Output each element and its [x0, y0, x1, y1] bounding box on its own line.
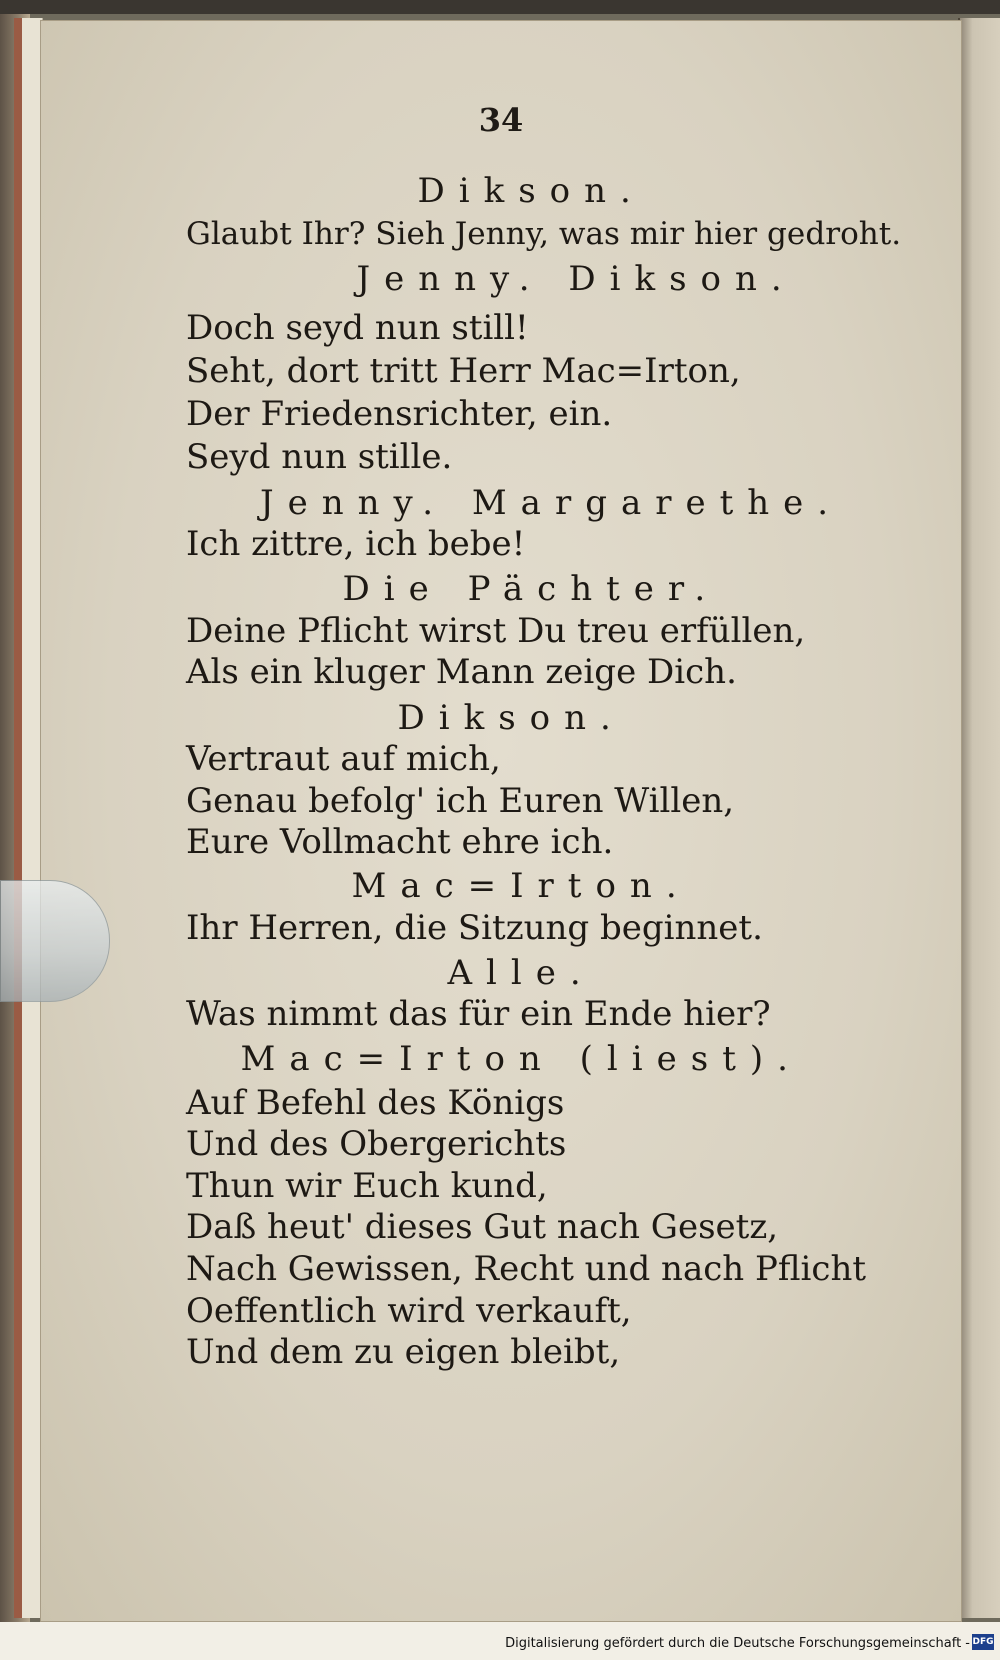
speaker-heading: Dikson.	[397, 698, 625, 738]
digitization-credit: Digitalisierung gefördert durch die Deutsche Forschungsgemeinschaft -	[505, 1636, 970, 1651]
scan-frame-top	[0, 0, 1000, 14]
verse-line: Daß heut' dieses Gut nach Gesetz,	[186, 1207, 779, 1247]
speaker-heading: Jenny. Dikson.	[356, 259, 796, 299]
speaker-heading: Mac=Irton.	[351, 866, 691, 906]
verse-line: Thun wir Euch kund,	[186, 1166, 548, 1206]
verse-line: Ich zittre, ich bebe!	[186, 524, 526, 564]
verse-line: Eure Vollmacht ehre ich.	[186, 822, 614, 862]
verse-line: Doch seyd nun still!	[186, 308, 529, 348]
speaker-heading: Mac=Irton (liest).	[240, 1039, 802, 1079]
speaker-heading: Die Pächter.	[342, 569, 720, 609]
verse-line: Auf Befehl des Königs	[186, 1083, 565, 1123]
dfg-logo: DFG	[972, 1634, 994, 1650]
verse-line: Deine Pflicht wirst Du treu erfüllen,	[186, 611, 806, 651]
verse-line: Genau befolg' ich Euren Willen,	[186, 781, 735, 821]
facing-page-edge	[958, 18, 1000, 1618]
verse-line: Als ein kluger Mann zeige Dich.	[186, 652, 737, 692]
verse-line: Seyd nun stille.	[186, 437, 453, 477]
verse-line: Glaubt Ihr? Sieh Jenny, was mir hier gedroht.	[186, 216, 902, 252]
speaker-heading: Dikson.	[417, 171, 645, 211]
verse-line: Der Friedensrichter, ein.	[186, 394, 613, 434]
verse-line: Oeffentlich wird verkauft,	[186, 1291, 632, 1331]
verse-line: Was nimmt das für ein Ende hier?	[186, 994, 771, 1034]
verse-line: Vertraut auf mich,	[186, 739, 501, 779]
speaker-heading: Alle.	[447, 953, 595, 993]
verse-line: Nach Gewissen, Recht und nach Pflicht	[186, 1249, 866, 1289]
verse-line: Seht, dort tritt Herr Mac=Irton,	[186, 351, 741, 391]
book-page	[40, 20, 962, 1622]
speaker-heading: Jenny. Margarethe.	[260, 483, 843, 523]
verse-line: Und des Obergerichts	[186, 1124, 567, 1164]
verse-line: Ihr Herren, die Sitzung beginnet.	[186, 908, 763, 948]
verse-line: Und dem zu eigen bleibt,	[186, 1332, 621, 1372]
page-number: 34	[478, 101, 524, 139]
